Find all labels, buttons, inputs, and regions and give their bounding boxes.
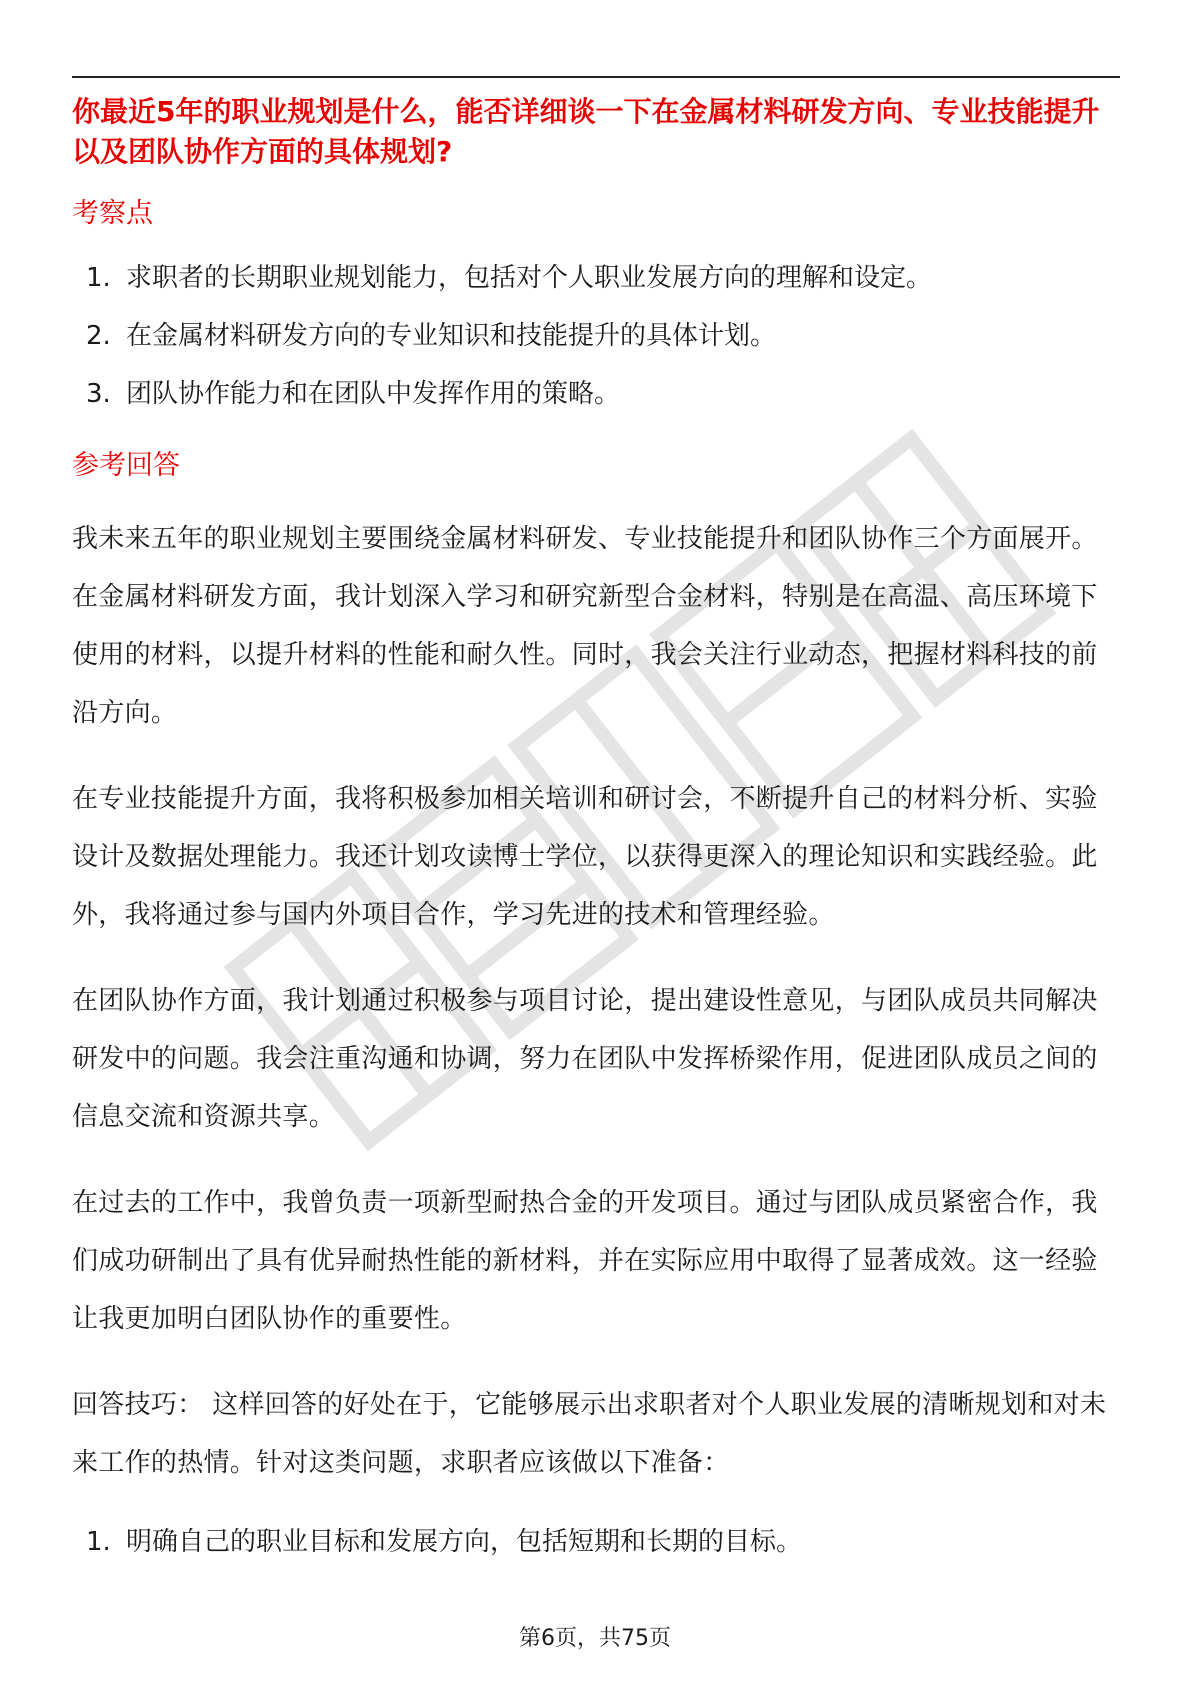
- list-item: [72, 374, 1120, 414]
- examine-points-title: 考察点: [72, 198, 153, 229]
- document-body: [72, 92, 1120, 1562]
- list-item: [72, 258, 1120, 298]
- answer-paragraph: 我未来五年的职业规划主要围绕金属材料研发、专业技能提升和团队协作三个方面展开。在金属材料研发方面，我计划深入学习和研究新型合金材料，特别是在高温、高压环境下使用的材料，以提升材料的性能和耐久性。同时，我会关注行业动态，把握材料科技的前沿方向。: [72, 524, 1098, 728]
- answer-paragraph: 在过去的工作中，我曾负责一项新型耐热合金的开发项目。通过与团队成员紧密合作，我们成功研制出了具有优异耐热性能的新材料，并在实际应用中取得了显著成效。这一经验让我更加明白团队协作的重要性。: [72, 1188, 1098, 1334]
- list-item-number: 1.: [86, 263, 111, 293]
- list-item: [72, 1522, 1120, 1562]
- list-item: [72, 316, 1120, 356]
- examine-points-list: [72, 258, 1120, 414]
- list-item-number: 2.: [86, 321, 111, 351]
- question-heading: 你最近5年的职业规划是什么，能否详细谈一下在金属材料研发方向、专业技能提升以及团队协作方面的具体规划?: [72, 95, 1100, 168]
- list-item-text: 团队协作能力和在团队中发挥作用的策略。: [126, 379, 621, 409]
- answer-paragraph: 在团队协作方面，我计划通过积极参与项目讨论，提出建设性意见，与团队成员共同解决研发中的问题。我会注重沟通和协调，努力在团队中发挥桥梁作用，促进团队成员之间的信息交流和资源共享。: [72, 986, 1098, 1132]
- preparation-list: [72, 1522, 1120, 1562]
- list-item-number: 1.: [86, 1527, 111, 1557]
- answer-paragraph: 在专业技能提升方面，我将积极参加相关培训和研讨会，不断提升自己的材料分析、实验设计及数据处理能力。我还计划攻读博士学位，以获得更深入的理论知识和实践经验。此外，我将通过参与国内外项目合作，学习先进的技术和管理经验。: [72, 784, 1098, 930]
- page-number-footer: 第6页，共75页: [519, 1626, 671, 1651]
- list-item-number: 3.: [86, 379, 111, 409]
- top-divider: [72, 76, 1120, 78]
- list-item-text: 明确自己的职业目标和发展方向，包括短期和长期的目标。: [126, 1527, 803, 1557]
- reference-answer-title: 参考回答: [72, 450, 180, 481]
- answer-tips-paragraph: 回答技巧： 这样回答的好处在于，它能够展示出求职者对个人职业发展的清晰规划和对未来工作的热情。针对这类问题，求职者应该做以下准备：: [72, 1390, 1107, 1478]
- list-item-text: 在金属材料研发方向的专业知识和技能提升的具体计划。: [126, 321, 777, 351]
- list-item-text: 求职者的长期职业规划能力，包括对个人职业发展方向的理解和设定。: [126, 263, 933, 293]
